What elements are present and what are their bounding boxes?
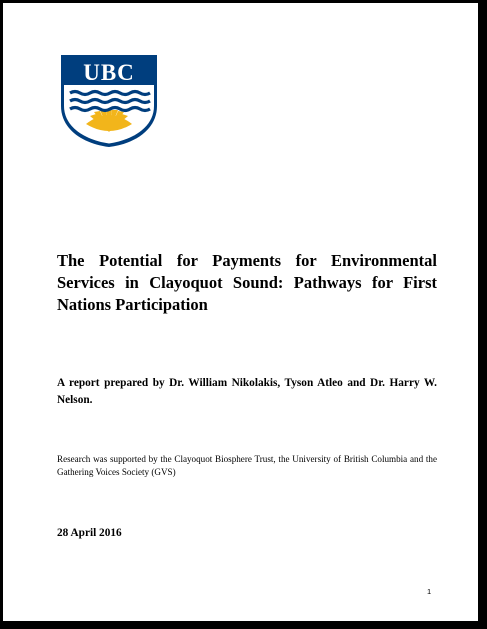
- ubc-crest-logo: [60, 54, 158, 148]
- page-number: 1: [427, 587, 432, 596]
- report-authors: A report prepared by Dr. William Nikolakis, Tyson Atleo and Dr. Harry W. Nelson.: [57, 377, 437, 406]
- document-page: [3, 3, 478, 621]
- report-title: The Potential for Payments for Environmental Services in Clayoquot Sound: Pathways for First Nations Participation: [57, 251, 437, 314]
- crest-text: UBC: [83, 60, 135, 85]
- report-date: 28 April 2016: [57, 527, 122, 539]
- funding-statement: Research was supported by the Clayoquot Biosphere Trust, the University of British Columbia and the Gathering Voices Society (GVS): [57, 454, 437, 477]
